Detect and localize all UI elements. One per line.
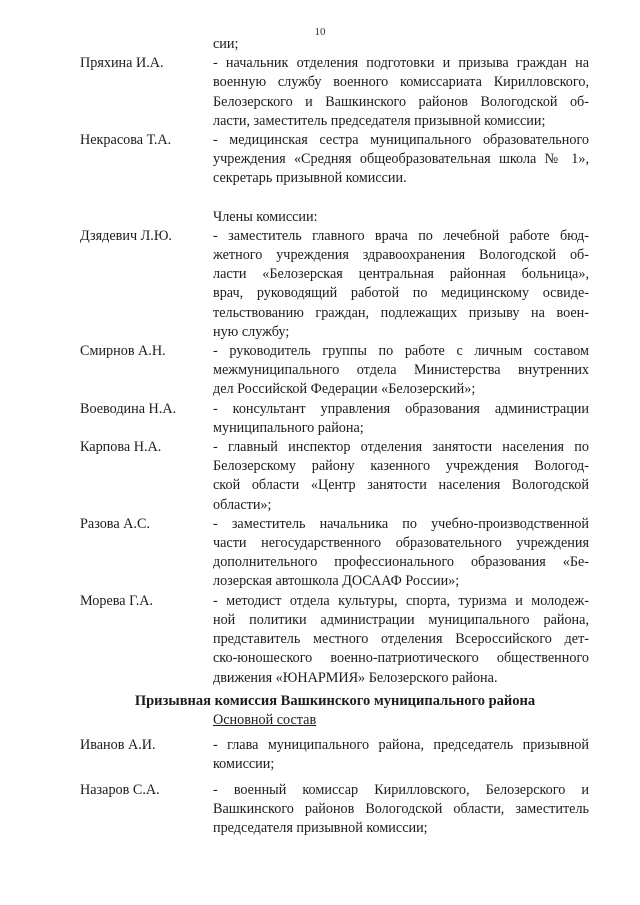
member-role (213, 131, 589, 189)
members-heading: Члены комиссии: (213, 208, 318, 225)
role-line: - главный инспектор отделения занятости населения по (213, 439, 589, 456)
member-name: Смирнов А.Н. (80, 343, 166, 360)
member-entry (0, 227, 640, 342)
member-name: Назаров С.А. (80, 781, 160, 798)
member-entry (0, 131, 640, 189)
role-line: части негосударственного образовательного учреждения (213, 535, 589, 552)
member-entry (0, 400, 640, 438)
commission-leaders (0, 54, 640, 188)
member-role (213, 592, 589, 688)
role-line: области»; (213, 496, 272, 513)
member-entry (0, 438, 640, 515)
main-composition (0, 736, 640, 838)
role-line: дел Российской Федерации «Белозерский»; (213, 381, 476, 398)
role-line: врач, руководящий работой по медицинскому освиде- (213, 285, 589, 302)
member-name: Разова А.С. (80, 515, 150, 532)
role-line: Белозерскому району казенного учреждения Вологод- (213, 458, 589, 475)
role-line: Белозерского и Вашкинского районов Вологодской об- (213, 93, 589, 110)
section-subtitle: Основной состав (213, 711, 317, 728)
page-number: 10 (314, 26, 326, 38)
member-name: Пряхина И.А. (80, 55, 164, 72)
member-role (213, 438, 589, 515)
role-line: - заместитель начальника по учебно-производственной (213, 515, 589, 532)
member-role (213, 515, 589, 592)
role-line: ласти, заместитель председателя призывной комиссии; (213, 112, 546, 129)
member-role (213, 781, 589, 839)
role-line: председателя призывной комиссии; (213, 819, 428, 836)
member-entry (0, 54, 640, 131)
member-role (213, 342, 589, 400)
role-line: - консультант управления образования администрации (213, 400, 589, 417)
role-line: ласти «Белозерская центральная районная больница», (213, 266, 589, 283)
role-line: дополнительного профессионального образования «Бе- (213, 554, 589, 571)
role-line: ную службу; (213, 323, 290, 340)
member-name: Карпова Н.А. (80, 439, 162, 456)
member-entry (0, 515, 640, 592)
role-line: - заместитель главного врача по лечебной работе бюд- (213, 227, 589, 244)
member-name: Морева Г.А. (80, 592, 154, 609)
role-line: жетного учреждения здравоохранения Вологодской об- (213, 247, 589, 264)
role-line: муниципального района; (213, 419, 364, 436)
role-line: военную службу военного комиссариата Кирилловского, (213, 74, 589, 91)
member-entry (0, 342, 640, 400)
member-role (213, 227, 589, 342)
member-name: Дзядевич Л.Ю. (80, 227, 172, 244)
member-name: Иванов А.И. (80, 737, 156, 754)
role-line: ской области «Центр занятости населения Вологодской (213, 477, 589, 494)
role-line: тельствованию граждан, подлежащих призыву на воен- (213, 304, 589, 321)
role-line: представитель местного отделения Всероссийского дет- (213, 631, 589, 648)
role-line: - медицинская сестра муниципального образовательного (213, 132, 589, 149)
role-line: межмуниципального отдела Министерства внутренних (213, 362, 589, 379)
role-line: - методист отдела культуры, спорта, туризма и молодеж- (213, 592, 589, 609)
document-body (0, 35, 640, 838)
member-name: Воеводина Н.А. (80, 400, 177, 417)
continuation-text: сии; (213, 36, 239, 52)
member-entry (0, 592, 640, 688)
commission-members (0, 227, 640, 688)
role-line: - глава муниципального района, председатель призывной (213, 737, 589, 754)
role-line: учреждения «Средняя общеобразовательная школа № 1», (213, 151, 589, 168)
member-name: Некрасова Т.А. (80, 132, 172, 149)
role-line: - руководитель группы по работе с личным составом (213, 343, 589, 360)
role-line: комиссии; (213, 756, 275, 773)
member-entry (0, 736, 640, 774)
section-title: Призывная комиссия Вашкинского муниципального района (134, 692, 536, 709)
role-line: ско-юношеского военно-патриотического общественного (213, 650, 589, 667)
member-role (213, 400, 589, 438)
role-line: лозерская автошкола ДОСААФ России»; (213, 573, 460, 590)
member-entry (0, 781, 640, 839)
role-line: ной политики администрации муниципального района, (213, 611, 589, 628)
role-line: - начальник отделения подготовки и призыва граждан на (213, 55, 589, 72)
member-role (213, 54, 589, 131)
role-line: - военный комиссар Кирилловского, Белозерского и (213, 781, 589, 798)
role-line: секретарь призывной комиссии. (213, 170, 407, 187)
member-role (213, 736, 589, 774)
role-line: Вашкинского районов Вологодской области, заместитель (213, 800, 589, 817)
spacer (0, 189, 640, 208)
role-line: движения «ЮНАРМИЯ» Белозерского района. (213, 669, 498, 686)
